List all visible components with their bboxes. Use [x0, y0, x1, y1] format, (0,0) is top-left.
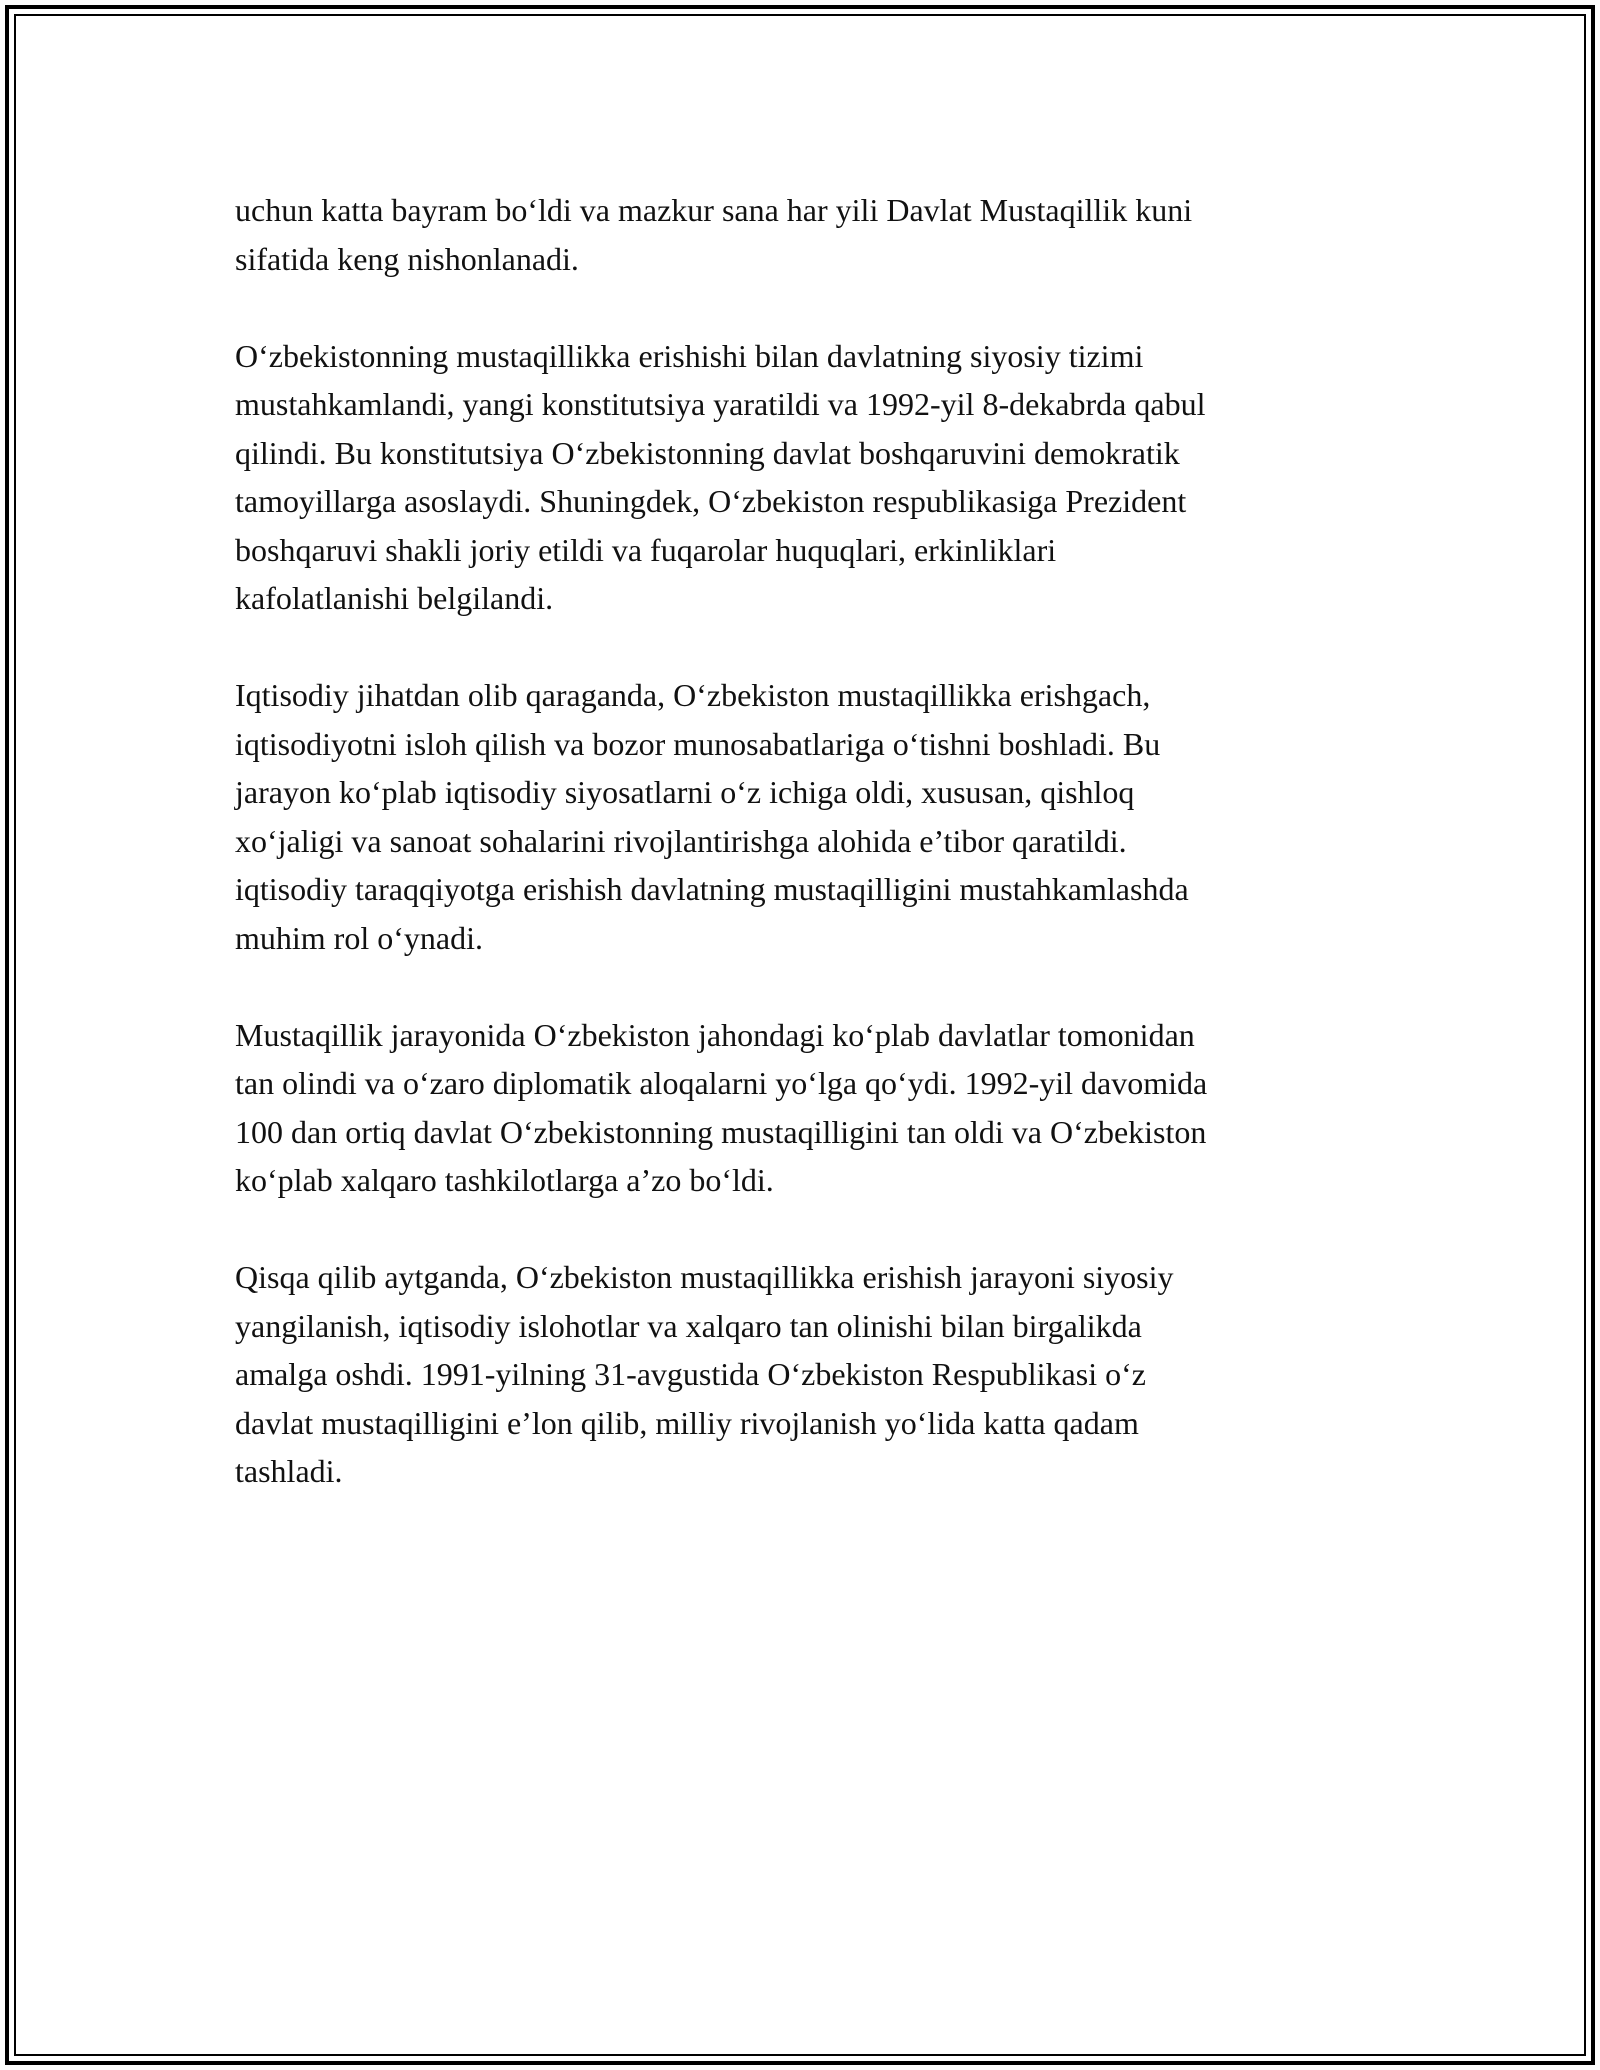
- paragraph-3: Iqtisodiy jihatdan olib qaraganda, O‘zbekiston mustaqillikka erishgach, iqtisodiyotni isloh qilish va bozor munosabatlariga o‘tishni boshladi. Bu jarayon ko‘plab iqtisodiy siyosatlarni o‘z ichiga oldi, xususan, qishloq xo‘jaligi va sanoat sohalarini rivojlantirishga alohida e’tibor qaratildi. iqtisodiy taraqqiyotga erishish davlatning mustaqilligini mustahkamlashda muhim rol o‘ynadi.: [235, 677, 1189, 956]
- paragraph-5: Qisqa qilib aytganda, O‘zbekiston mustaqillikka erishish jarayoni siyosiy yangilanish, iqtisodiy islohotlar va xalqaro tan olinishi bilan birgalikda amalga oshdi. 1991-yilning 31-avgustida O‘zbekiston Respublikasi o‘z davlat mustaqilligini e’lon qilib, milliy rivojlanish yo‘lida katta qadam tashladi.: [235, 1259, 1174, 1489]
- paragraph-1: uchun katta bayram bo‘ldi va mazkur sana har yili Davlat Mustaqillik kuni sifatida keng nishonlanadi.: [235, 192, 1193, 277]
- paragraph-2: O‘zbekistonning mustaqillikka erishishi bilan davlatning siyosiy tizimi mustahkamlandi, yangi konstitutsiya yaratildi va 1992-yil 8-dekabrda qabul qilindi. Bu konstitutsiya O‘zbekistonning davlat boshqaruvini demokratik tamoyillarga asoslaydi. Shuningdek, O‘zbekiston respublikasiga Prezident boshqaruvi shakli joriy etildi va fuqarolar huquqlari, erkinliklari kafolatlanishi belgilandi.: [235, 337, 1206, 616]
- document-body: [235, 186, 1375, 1544]
- paragraph-4: Mustaqillik jarayonida O‘zbekiston jahondagi ko‘plab davlatlar tomonidan tan olindi va o‘zaro diplomatik aloqalarni yo‘lga qo‘ydi. 1992-yil davomida 100 dan ortiq davlat O‘zbekistonning mustaqilligini tan oldi va O‘zbekiston ko‘plab xalqaro tashkilotlarga a’zo bo‘ldi.: [235, 1016, 1208, 1198]
